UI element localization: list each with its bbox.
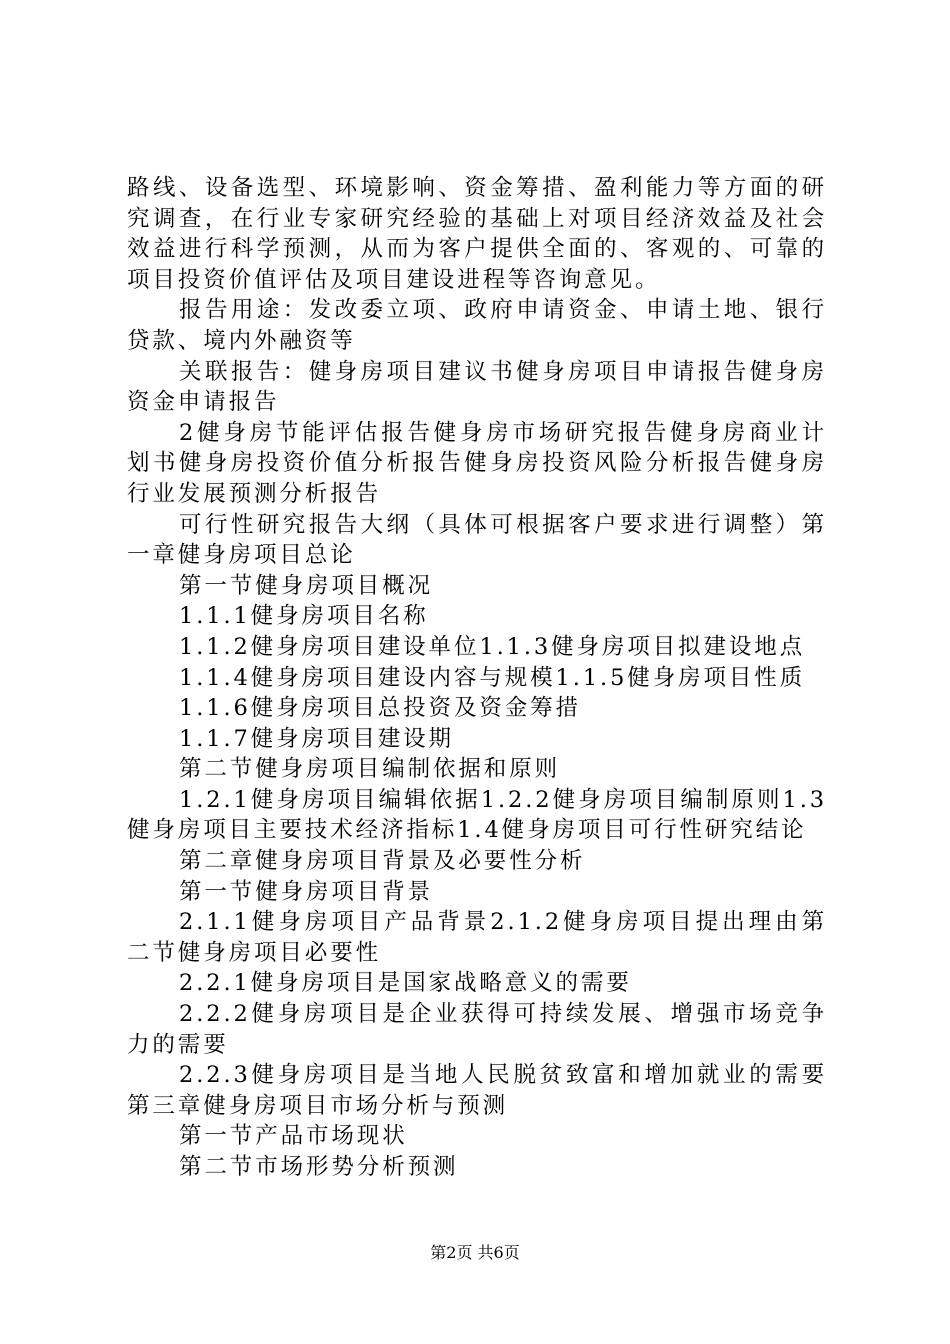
- paragraph-18: 2.2.2健身房项目是企业获得可持续发展、增强市场竞争力的需要: [127, 1001, 827, 1058]
- paragraph-2: 报告用途：发改委立项、政府申请资金、申请土地、银行贷款、境内外融资等: [127, 297, 827, 354]
- document-body: [127, 173, 827, 1183]
- paragraph-13: 1.2.1健身房项目编辑依据1.2.2健身房项目编制原则1.3健身房项目主要技术经济指标1.4健身房项目可行性研究结论: [127, 786, 827, 844]
- paragraph-11: 1.1.7健身房项目建设期: [179, 725, 454, 752]
- paragraph-6: 第一节健身房项目概况: [179, 572, 434, 599]
- paragraph-5: 可行性研究报告大纲（具体可根据客户要求进行调整）第一章健身房项目总论: [127, 511, 827, 569]
- paragraph-19: 2.2.3健身房项目是当地人民脱贫致富和增加就业的需要第三章健身房项目市场分析与预测: [127, 1062, 827, 1119]
- paragraph-10: 1.1.6健身房项目总投资及资金筹措: [179, 695, 581, 722]
- paragraph-4: 2健身房节能评估报告健身房市场研究报告健身房商业计划书健身房投资价值分析报告健身房投资风险分析报告健身房行业发展预测分析报告: [127, 419, 827, 507]
- paragraph-20: 第一节产品市场现状: [179, 1123, 408, 1150]
- paragraph-12: 第二节健身房项目编制依据和原则: [179, 756, 561, 783]
- paragraph-16: 2.1.1健身房项目产品背景2.1.2健身房项目提出理由第二节健身房项目必要性: [127, 909, 827, 966]
- paragraph-8: 1.1.2健身房项目建设单位1.1.3健身房项目拟建设地点: [179, 633, 806, 660]
- paragraph-21: 第二节市场形势分析预测: [179, 1154, 459, 1180]
- paragraph-7: 1.1.1健身房项目名称: [179, 603, 429, 630]
- paragraph-9: 1.1.4健身房项目建设内容与规模1.1.5健身房项目性质: [179, 664, 806, 691]
- paragraph-3: 关联报告：健身房项目建议书健身房项目申请报告健身房资金申请报告: [127, 358, 827, 416]
- paragraph-17: 2.2.1健身房项目是国家战略意义的需要: [179, 970, 632, 997]
- page-number-footer: 第2页 共6页: [430, 1243, 520, 1262]
- paragraph-14: 第二章健身房项目背景及必要性分析: [179, 848, 586, 875]
- paragraph-1: 路线、设备选型、环境影响、资金筹措、盈利能力等方面的研究调查，在行业专家研究经验的基础上对项目经济效益及社会效益进行科学预测，从而为客户提供全面的、客观的、可靠的项目投资价值评估及项目建设进程等咨询意见。: [127, 175, 827, 293]
- paragraph-15: 第一节健身房项目背景: [179, 878, 434, 905]
